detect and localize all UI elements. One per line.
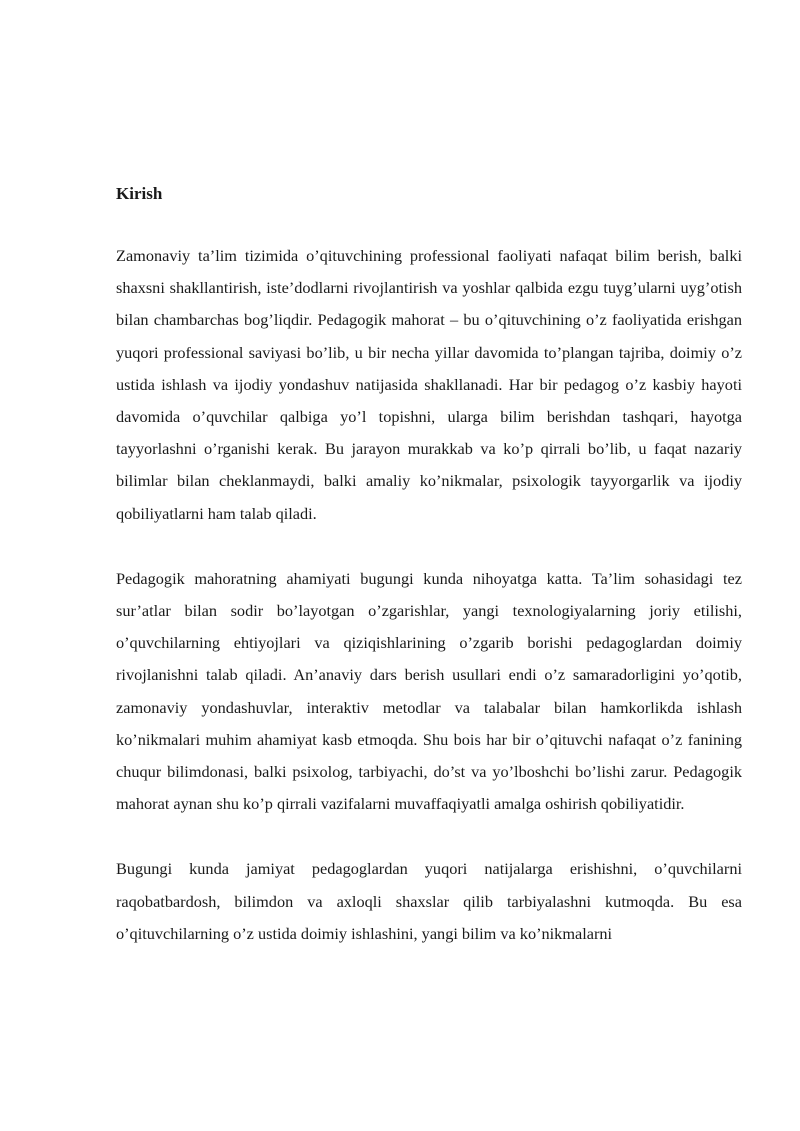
paragraph-1: Zamonaviy ta’lim tizimida o’qituvchining professional faoliyati nafaqat bilim berish, balki shaxsni shakllantirish, iste’dodlarni rivojlantirish va yoshlar qalbida ezgu tuyg’ularni uyg’otish bilan chambarchas bog’liqdir. Pedagogik mahorat – bu o’qituvchining o’z faoliyatida erishgan yuqori professional saviyasi bo’lib, u bir necha yillar davomida to’plangan tajriba, doimiy o’z ustida ishlash va ijodiy yondashuv natijasida shakllanadi. Har bir pedagog o’z kasbiy hayoti davomida o’quvchilar qalbiga yo’l topishni, ularga bilim berishdan tashqari, hayotga tayyorlashni o’rganishi kerak. Bu jarayon murakkab va ko’p qirrali bo’lib, u faqat nazariy bilimlar bilan cheklanmaydi, balki amaliy ko’nikmalar, psixologik tayyorgarlik va ijodiy qobiliyatlarni ham talab qiladi. (116, 246, 742, 523)
paragraph-2: Pedagogik mahoratning ahamiyati bugungi kunda nihoyatga katta. Ta’lim sohasidagi tez sur’atlar bilan sodir bo’layotgan o’zgarishlar, yangi texnologiyalarning joriy etilishi, o’quvchilarning ehtiyojlari va qiziqishlarining o’zgarib borishi pedagoglardan doimiy rivojlanishni talab qiladi. An’anaviy dars berish usullari endi o’z samaradorligini yo’qotib, zamonaviy yondashuvlar, interaktiv metodlar va talabalar bilan hamkorlikda ishlash ko’nikmalari muhim ahamiyat kasb etmoqda. Shu bois har bir o’qituvchi nafaqat o’z fanining chuqur bilimdonasi, balki psixolog, tarbiyachi, do’st va yo’lboshchi bo’lishi zarur. Pedagogik mahorat aynan shu ko’p qirrali vazifalarni muvaffaqiyatli amalga oshirish qobiliyatidir. (116, 568, 742, 814)
paragraph-3: Bugungi kunda jamiyat pedagoglardan yuqori natijalarga erishishni, o’quvchilarni raqobatbardosh, bilimdon va axloqli shaxslar qilib tarbiyalashni kutmoqda. Bu esa o’qituvchilarning o’z ustida doimiy ishlashini, yangi bilim va ko’nikmalarni (116, 859, 742, 943)
document-page (116, 178, 742, 983)
section-heading: Kirish (116, 184, 163, 203)
